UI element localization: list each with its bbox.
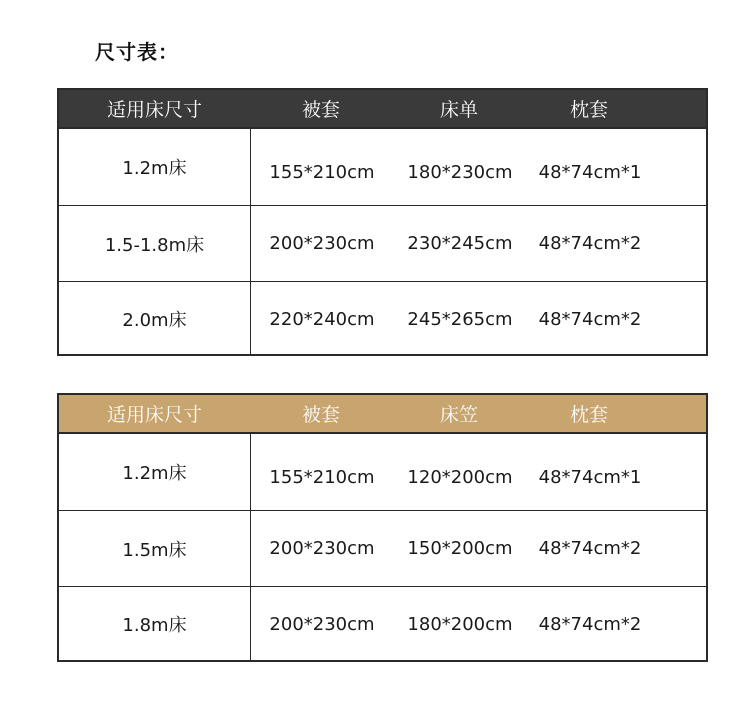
table-header — [59, 90, 706, 129]
header-quilt-cover: 被套 — [301, 99, 340, 121]
cell-bed-size: 1.8m床 — [59, 587, 251, 661]
header-pillowcase: 枕套 — [569, 404, 608, 426]
cell-quilt-cover: 200*230cm — [269, 538, 375, 559]
cell-pillowcase: 48*74cm*2 — [538, 538, 642, 559]
cell-pillowcase: 48*74cm*2 — [538, 308, 642, 330]
cell-quilt-cover: 155*210cm — [269, 161, 375, 183]
header-bed-size: 适用床尺寸 — [106, 99, 202, 121]
cell-quilt-cover: 200*230cm — [269, 613, 375, 635]
table-row — [59, 129, 706, 206]
cell-bed-sheet: 245*265cm — [407, 308, 513, 330]
cell-pillowcase: 48*74cm*2 — [538, 233, 642, 254]
cell-bed-sheet: 230*245cm — [407, 233, 513, 254]
size-table-bed-sheet — [57, 88, 708, 356]
cell-bed-size: 1.2m床 — [59, 129, 251, 205]
table-row — [59, 282, 706, 356]
table-row — [59, 587, 706, 661]
cell-bed-size: 1.5-1.8m床 — [59, 206, 251, 281]
cell-fitted-sheet: 120*200cm — [407, 466, 513, 488]
header-bed-size: 适用床尺寸 — [106, 404, 202, 426]
cell-quilt-cover: 220*240cm — [269, 308, 375, 330]
cell-bed-size: 1.5m床 — [59, 511, 251, 586]
header-bed-sheet: 床单 — [439, 99, 478, 121]
table-row — [59, 434, 706, 511]
cell-fitted-sheet: 180*200cm — [407, 613, 513, 635]
table-row — [59, 206, 706, 282]
page-title: 尺寸表： — [95, 40, 179, 64]
table-header — [59, 395, 706, 434]
cell-pillowcase: 48*74cm*1 — [538, 161, 642, 183]
cell-pillowcase: 48*74cm*2 — [538, 613, 642, 635]
header-pillowcase: 枕套 — [569, 99, 608, 121]
size-table-fitted-sheet — [57, 393, 708, 662]
table-row — [59, 511, 706, 587]
cell-bed-size: 2.0m床 — [59, 282, 251, 356]
header-quilt-cover: 被套 — [301, 404, 340, 426]
header-fitted-sheet: 床笠 — [439, 404, 478, 426]
cell-quilt-cover: 200*230cm — [269, 233, 375, 254]
cell-bed-sheet: 180*230cm — [407, 161, 513, 183]
cell-bed-size: 1.2m床 — [59, 434, 251, 510]
cell-quilt-cover: 155*210cm — [269, 466, 375, 488]
cell-pillowcase: 48*74cm*1 — [538, 466, 642, 488]
cell-fitted-sheet: 150*200cm — [407, 538, 513, 559]
